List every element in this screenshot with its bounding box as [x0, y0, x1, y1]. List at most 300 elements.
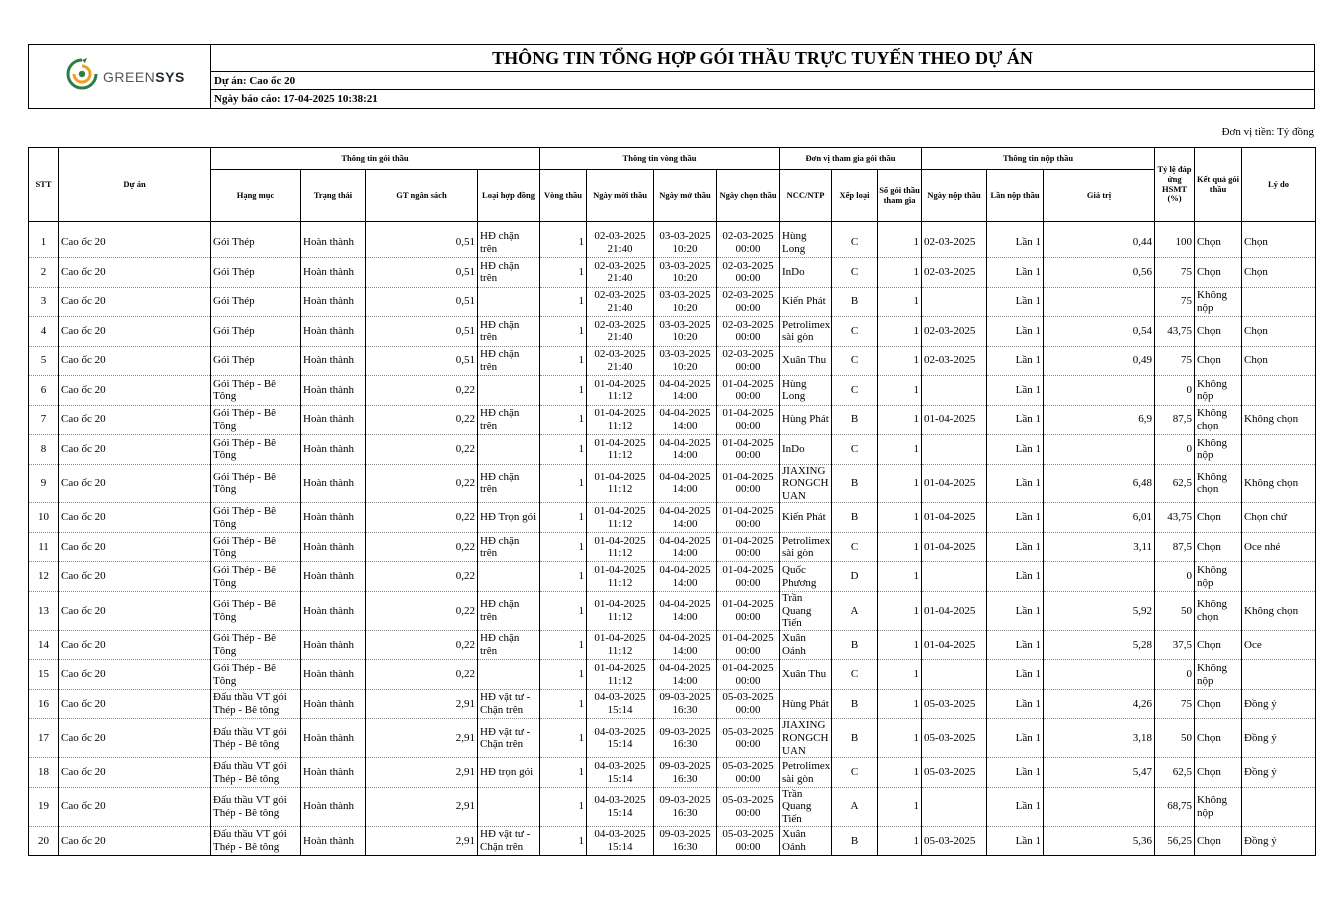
cell-item: Đấu thầu VT gói Thép - Bê tông: [211, 719, 301, 758]
cell-value: [1044, 562, 1155, 592]
cell-project: Cao ốc 20: [59, 826, 211, 856]
col-invite-date: Ngày mời thầu: [587, 170, 654, 222]
cell-open-date: 04-04-2025 14:00: [654, 376, 717, 406]
cell-rank: B: [832, 719, 878, 758]
cell-rank: B: [832, 464, 878, 503]
table-row: [29, 317, 1316, 347]
cell-project: Cao ốc 20: [59, 228, 211, 258]
cell-value: 6,48: [1044, 464, 1155, 503]
cell-status: Hoàn thành: [301, 719, 366, 758]
cell-project: Cao ốc 20: [59, 787, 211, 826]
cell-invite-date: 01-04-2025 11:12: [587, 435, 654, 465]
cell-select-date: 01-04-2025 00:00: [717, 562, 780, 592]
cell-invite-date: 02-03-2025 21:40: [587, 258, 654, 288]
cell-submit-no: Lần 1: [987, 562, 1044, 592]
cell-item: Gói Thép: [211, 228, 301, 258]
col-value: Giá trị: [1044, 170, 1155, 222]
table-row: [29, 689, 1316, 719]
col-budget: GT ngân sách: [366, 170, 478, 222]
cell-submit-no: Lần 1: [987, 630, 1044, 660]
cell-result: Không chọn: [1195, 464, 1242, 503]
table-body: [29, 222, 1316, 856]
table-row: [29, 258, 1316, 288]
cell-open-date: 04-04-2025 14:00: [654, 464, 717, 503]
cell-item: Gói Thép - Bê Tông: [211, 591, 301, 630]
cell-reason: Chọn: [1242, 317, 1316, 347]
cell-item: Gói Thép: [211, 317, 301, 347]
cell-supplier: Petrolimex sài gòn: [780, 317, 832, 347]
cell-pkg-count: 1: [878, 826, 922, 856]
cell-hsmt: 50: [1155, 719, 1195, 758]
cell-project: Cao ốc 20: [59, 464, 211, 503]
cell-pkg-count: 1: [878, 503, 922, 533]
cell-contract-type: [478, 787, 540, 826]
cell-budget: 2,91: [366, 826, 478, 856]
cell-open-date: 04-04-2025 14:00: [654, 435, 717, 465]
cell-submit-date: [922, 562, 987, 592]
cell-hsmt: 43,75: [1155, 503, 1195, 533]
cell-hsmt: 56,25: [1155, 826, 1195, 856]
cell-budget: 2,91: [366, 758, 478, 788]
cell-round: 1: [540, 228, 587, 258]
cell-result: Chọn: [1195, 630, 1242, 660]
cell-reason: [1242, 562, 1316, 592]
cell-result: Không nộp: [1195, 562, 1242, 592]
cell-stt: 5: [29, 346, 59, 376]
cell-rank: B: [832, 826, 878, 856]
cell-project: Cao ốc 20: [59, 689, 211, 719]
cell-budget: 2,91: [366, 787, 478, 826]
cell-rank: C: [832, 758, 878, 788]
cell-contract-type: HĐ chặn trên: [478, 346, 540, 376]
col-project: Dự án: [59, 148, 211, 222]
cell-rank: A: [832, 787, 878, 826]
currency-unit: Đơn vị tiền: Tỷ đồng: [1221, 126, 1314, 138]
cell-supplier: Petrolimex sài gòn: [780, 758, 832, 788]
col-hsmt: Tỷ lệ đáp ứng HSMT (%): [1155, 148, 1195, 222]
cell-status: Hoàn thành: [301, 258, 366, 288]
table-row: [29, 787, 1316, 826]
cell-value: [1044, 376, 1155, 406]
cell-value: [1044, 660, 1155, 690]
cell-budget: 0,22: [366, 405, 478, 435]
cell-submit-no: Lần 1: [987, 258, 1044, 288]
cell-project: Cao ốc 20: [59, 562, 211, 592]
cell-select-date: 05-03-2025 00:00: [717, 826, 780, 856]
cell-status: Hoàn thành: [301, 826, 366, 856]
cell-rank: B: [832, 287, 878, 317]
table-row: [29, 719, 1316, 758]
cell-budget: 0,51: [366, 228, 478, 258]
cell-submit-date: 05-03-2025: [922, 758, 987, 788]
cell-submit-date: [922, 787, 987, 826]
cell-pkg-count: 1: [878, 376, 922, 406]
cell-budget: 0,51: [366, 287, 478, 317]
cell-reason: Chọn: [1242, 258, 1316, 288]
cell-status: Hoàn thành: [301, 405, 366, 435]
cell-rank: C: [832, 228, 878, 258]
table-row: [29, 346, 1316, 376]
table-row: [29, 376, 1316, 406]
cell-reason: Đồng ý: [1242, 758, 1316, 788]
cell-contract-type: HĐ chặn trên: [478, 228, 540, 258]
cell-rank: C: [832, 346, 878, 376]
cell-open-date: 09-03-2025 16:30: [654, 758, 717, 788]
cell-submit-no: Lần 1: [987, 346, 1044, 376]
cell-submit-no: Lần 1: [987, 287, 1044, 317]
cell-pkg-count: 1: [878, 346, 922, 376]
cell-item: Gói Thép - Bê Tông: [211, 660, 301, 690]
cell-project: Cao ốc 20: [59, 591, 211, 630]
cell-item: Gói Thép - Bê Tông: [211, 503, 301, 533]
cell-result: Chọn: [1195, 258, 1242, 288]
cell-supplier: Trần Quang Tiến: [780, 591, 832, 630]
cell-stt: 15: [29, 660, 59, 690]
col-item: Hạng mục: [211, 170, 301, 222]
cell-supplier: Trần Quang Tiến: [780, 787, 832, 826]
cell-stt: 17: [29, 719, 59, 758]
col-rank: Xếp loại: [832, 170, 878, 222]
cell-budget: 0,22: [366, 532, 478, 562]
cell-invite-date: 01-04-2025 11:12: [587, 532, 654, 562]
cell-project: Cao ốc 20: [59, 532, 211, 562]
cell-project: Cao ốc 20: [59, 758, 211, 788]
cell-pkg-count: 1: [878, 787, 922, 826]
cell-result: Chọn: [1195, 532, 1242, 562]
cell-submit-date: 05-03-2025: [922, 689, 987, 719]
cell-reason: Đồng ý: [1242, 689, 1316, 719]
cell-hsmt: 0: [1155, 562, 1195, 592]
cell-rank: C: [832, 660, 878, 690]
cell-hsmt: 50: [1155, 591, 1195, 630]
cell-project: Cao ốc 20: [59, 317, 211, 347]
cell-rank: C: [832, 317, 878, 347]
cell-item: Gói Thép - Bê Tông: [211, 405, 301, 435]
cell-stt: 12: [29, 562, 59, 592]
cell-result: Chọn: [1195, 317, 1242, 347]
table-row: [29, 758, 1316, 788]
cell-submit-date: 01-04-2025: [922, 464, 987, 503]
cell-budget: 2,91: [366, 719, 478, 758]
cell-stt: 11: [29, 532, 59, 562]
cell-contract-type: [478, 660, 540, 690]
cell-reason: Oce nhé: [1242, 532, 1316, 562]
cell-contract-type: [478, 435, 540, 465]
col-contract-type: Loại hợp đồng: [478, 170, 540, 222]
group-submission: Thông tin nộp thầu: [922, 148, 1155, 170]
cell-select-date: 01-04-2025 00:00: [717, 532, 780, 562]
cell-reason: Không chọn: [1242, 405, 1316, 435]
cell-project: Cao ốc 20: [59, 258, 211, 288]
cell-submit-date: 02-03-2025: [922, 258, 987, 288]
cell-pkg-count: 1: [878, 258, 922, 288]
cell-value: 5,47: [1044, 758, 1155, 788]
cell-round: 1: [540, 435, 587, 465]
cell-reason: [1242, 435, 1316, 465]
bid-summary-table: [28, 147, 1316, 856]
cell-select-date: 01-04-2025 00:00: [717, 630, 780, 660]
cell-select-date: 01-04-2025 00:00: [717, 376, 780, 406]
cell-hsmt: 75: [1155, 689, 1195, 719]
cell-open-date: 04-04-2025 14:00: [654, 591, 717, 630]
cell-result: Chọn: [1195, 228, 1242, 258]
cell-select-date: 01-04-2025 00:00: [717, 660, 780, 690]
table-row: [29, 562, 1316, 592]
cell-budget: 0,22: [366, 376, 478, 406]
cell-submit-no: Lần 1: [987, 532, 1044, 562]
cell-value: 0,56: [1044, 258, 1155, 288]
cell-reason: Chọn: [1242, 346, 1316, 376]
cell-hsmt: 62,5: [1155, 758, 1195, 788]
cell-pkg-count: 1: [878, 532, 922, 562]
cell-result: Chọn: [1195, 346, 1242, 376]
col-select-date: Ngày chọn thầu: [717, 170, 780, 222]
cell-contract-type: HĐ chặn trên: [478, 464, 540, 503]
cell-submit-no: Lần 1: [987, 591, 1044, 630]
cell-stt: 1: [29, 228, 59, 258]
cell-stt: 9: [29, 464, 59, 503]
cell-item: Gói Thép: [211, 258, 301, 288]
cell-stt: 7: [29, 405, 59, 435]
cell-project: Cao ốc 20: [59, 405, 211, 435]
cell-reason: Chọn: [1242, 228, 1316, 258]
cell-invite-date: 04-03-2025 15:14: [587, 719, 654, 758]
cell-submit-no: Lần 1: [987, 787, 1044, 826]
cell-hsmt: 37,5: [1155, 630, 1195, 660]
cell-budget: 0,22: [366, 630, 478, 660]
cell-reason: [1242, 660, 1316, 690]
logo-text: GREENSYS: [103, 69, 185, 85]
cell-reason: Đồng ý: [1242, 826, 1316, 856]
cell-status: Hoàn thành: [301, 376, 366, 406]
cell-project: Cao ốc 20: [59, 503, 211, 533]
cell-status: Hoàn thành: [301, 464, 366, 503]
cell-contract-type: [478, 287, 540, 317]
cell-round: 1: [540, 287, 587, 317]
cell-reason: Đồng ý: [1242, 719, 1316, 758]
project-line: Dự án: Cao ốc 20: [211, 72, 1314, 90]
cell-invite-date: 04-03-2025 15:14: [587, 689, 654, 719]
cell-invite-date: 02-03-2025 21:40: [587, 228, 654, 258]
cell-project: Cao ốc 20: [59, 630, 211, 660]
cell-status: Hoàn thành: [301, 591, 366, 630]
cell-rank: B: [832, 630, 878, 660]
cell-invite-date: 04-03-2025 15:14: [587, 787, 654, 826]
cell-rank: D: [832, 562, 878, 592]
cell-round: 1: [540, 317, 587, 347]
cell-contract-type: HĐ chặn trên: [478, 317, 540, 347]
cell-budget: 0,51: [366, 317, 478, 347]
cell-submit-no: Lần 1: [987, 405, 1044, 435]
cell-status: Hoàn thành: [301, 317, 366, 347]
col-supplier: NCC/NTP: [780, 170, 832, 222]
cell-stt: 14: [29, 630, 59, 660]
cell-open-date: 09-03-2025 16:30: [654, 826, 717, 856]
cell-select-date: 02-03-2025 00:00: [717, 287, 780, 317]
cell-pkg-count: 1: [878, 228, 922, 258]
cell-round: 1: [540, 660, 587, 690]
cell-open-date: 03-03-2025 10:20: [654, 258, 717, 288]
cell-select-date: 05-03-2025 00:00: [717, 787, 780, 826]
cell-contract-type: [478, 376, 540, 406]
cell-contract-type: HĐ chặn trên: [478, 630, 540, 660]
cell-status: Hoàn thành: [301, 660, 366, 690]
cell-value: [1044, 287, 1155, 317]
cell-project: Cao ốc 20: [59, 287, 211, 317]
cell-open-date: 03-03-2025 10:20: [654, 287, 717, 317]
cell-item: Gói Thép - Bê Tông: [211, 435, 301, 465]
cell-round: 1: [540, 826, 587, 856]
cell-submit-no: Lần 1: [987, 228, 1044, 258]
cell-submit-no: Lần 1: [987, 317, 1044, 347]
cell-reason: [1242, 287, 1316, 317]
cell-invite-date: 01-04-2025 11:12: [587, 591, 654, 630]
col-submit-date: Ngày nộp thầu: [922, 170, 987, 222]
cell-budget: 2,91: [366, 689, 478, 719]
cell-open-date: 04-04-2025 14:00: [654, 562, 717, 592]
cell-open-date: 04-04-2025 14:00: [654, 532, 717, 562]
cell-pkg-count: 1: [878, 562, 922, 592]
cell-invite-date: 01-04-2025 11:12: [587, 464, 654, 503]
cell-hsmt: 75: [1155, 258, 1195, 288]
cell-submit-date: [922, 287, 987, 317]
cell-supplier: Xuân Oánh: [780, 630, 832, 660]
cell-status: Hoàn thành: [301, 689, 366, 719]
cell-pkg-count: 1: [878, 660, 922, 690]
cell-contract-type: HĐ vật tư - Chặn trên: [478, 719, 540, 758]
table-row: [29, 532, 1316, 562]
cell-submit-no: Lần 1: [987, 435, 1044, 465]
cell-budget: 0,51: [366, 346, 478, 376]
cell-contract-type: [478, 562, 540, 592]
cell-contract-type: HĐ vật tư - Chặn trên: [478, 689, 540, 719]
col-status: Trạng thái: [301, 170, 366, 222]
cell-round: 1: [540, 758, 587, 788]
cell-result: Không nộp: [1195, 660, 1242, 690]
cell-stt: 3: [29, 287, 59, 317]
cell-pkg-count: 1: [878, 758, 922, 788]
cell-rank: A: [832, 591, 878, 630]
cell-open-date: 04-04-2025 14:00: [654, 660, 717, 690]
cell-result: Không nộp: [1195, 787, 1242, 826]
cell-contract-type: HĐ chặn trên: [478, 405, 540, 435]
cell-select-date: 05-03-2025 00:00: [717, 719, 780, 758]
cell-supplier: Hùng Long: [780, 376, 832, 406]
cell-status: Hoàn thành: [301, 758, 366, 788]
cell-stt: 6: [29, 376, 59, 406]
cell-submit-no: Lần 1: [987, 689, 1044, 719]
cell-rank: C: [832, 435, 878, 465]
col-reason: Lý do: [1242, 148, 1316, 222]
cell-status: Hoàn thành: [301, 503, 366, 533]
cell-item: Đấu thầu VT gói Thép - Bê tông: [211, 758, 301, 788]
cell-pkg-count: 1: [878, 464, 922, 503]
cell-supplier: Hùng Long: [780, 228, 832, 258]
cell-pkg-count: 1: [878, 630, 922, 660]
cell-invite-date: 01-04-2025 11:12: [587, 503, 654, 533]
cell-submit-no: Lần 1: [987, 660, 1044, 690]
cell-budget: 0,51: [366, 258, 478, 288]
cell-stt: 2: [29, 258, 59, 288]
cell-result: Không chọn: [1195, 405, 1242, 435]
cell-open-date: 09-03-2025 16:30: [654, 689, 717, 719]
cell-value: 4,26: [1044, 689, 1155, 719]
cell-round: 1: [540, 591, 587, 630]
cell-select-date: 01-04-2025 00:00: [717, 405, 780, 435]
cell-open-date: 04-04-2025 14:00: [654, 630, 717, 660]
cell-rank: B: [832, 405, 878, 435]
cell-budget: 0,22: [366, 562, 478, 592]
cell-hsmt: 87,5: [1155, 532, 1195, 562]
col-result: Kết quả gói thầu: [1195, 148, 1242, 222]
cell-hsmt: 75: [1155, 287, 1195, 317]
table-row: [29, 630, 1316, 660]
cell-result: Chọn: [1195, 503, 1242, 533]
cell-pkg-count: 1: [878, 317, 922, 347]
cell-invite-date: 01-04-2025 11:12: [587, 376, 654, 406]
cell-supplier: Xuân Thu: [780, 346, 832, 376]
cell-supplier: JIAXING RONGCH UAN: [780, 464, 832, 503]
cell-round: 1: [540, 689, 587, 719]
cell-round: 1: [540, 719, 587, 758]
cell-item: Gói Thép - Bê Tông: [211, 532, 301, 562]
cell-hsmt: 62,5: [1155, 464, 1195, 503]
cell-result: Không nộp: [1195, 435, 1242, 465]
cell-stt: 16: [29, 689, 59, 719]
cell-supplier: Hùng Phát: [780, 405, 832, 435]
cell-open-date: 03-03-2025 10:20: [654, 317, 717, 347]
cell-open-date: 03-03-2025 10:20: [654, 346, 717, 376]
cell-round: 1: [540, 346, 587, 376]
report-date: Ngày báo cáo: 17-04-2025 10:38:21: [214, 93, 378, 105]
cell-rank: C: [832, 258, 878, 288]
cell-invite-date: 02-03-2025 21:40: [587, 346, 654, 376]
cell-status: Hoàn thành: [301, 562, 366, 592]
cell-submit-no: Lần 1: [987, 719, 1044, 758]
cell-stt: 19: [29, 787, 59, 826]
cell-status: Hoàn thành: [301, 287, 366, 317]
cell-pkg-count: 1: [878, 719, 922, 758]
cell-round: 1: [540, 787, 587, 826]
cell-select-date: 01-04-2025 00:00: [717, 591, 780, 630]
cell-item: Gói Thép - Bê Tông: [211, 376, 301, 406]
cell-hsmt: 0: [1155, 435, 1195, 465]
cell-status: Hoàn thành: [301, 630, 366, 660]
cell-rank: C: [832, 376, 878, 406]
cell-submit-date: 01-04-2025: [922, 405, 987, 435]
cell-supplier: JIAXING RONGCH UAN: [780, 719, 832, 758]
cell-open-date: 04-04-2025 14:00: [654, 503, 717, 533]
cell-project: Cao ốc 20: [59, 660, 211, 690]
cell-value: 0,54: [1044, 317, 1155, 347]
cell-rank: B: [832, 689, 878, 719]
cell-contract-type: HĐ trọn gói: [478, 758, 540, 788]
cell-submit-date: 02-03-2025: [922, 346, 987, 376]
cell-status: Hoàn thành: [301, 787, 366, 826]
cell-contract-type: HĐ chặn trên: [478, 532, 540, 562]
cell-project: Cao ốc 20: [59, 719, 211, 758]
cell-hsmt: 75: [1155, 346, 1195, 376]
cell-project: Cao ốc 20: [59, 376, 211, 406]
table-row: [29, 826, 1316, 856]
cell-hsmt: 100: [1155, 228, 1195, 258]
cell-submit-no: Lần 1: [987, 376, 1044, 406]
cell-invite-date: 01-04-2025 11:12: [587, 562, 654, 592]
cell-round: 1: [540, 562, 587, 592]
cell-budget: 0,22: [366, 503, 478, 533]
cell-reason: Không chọn: [1242, 591, 1316, 630]
cell-select-date: 05-03-2025 00:00: [717, 689, 780, 719]
